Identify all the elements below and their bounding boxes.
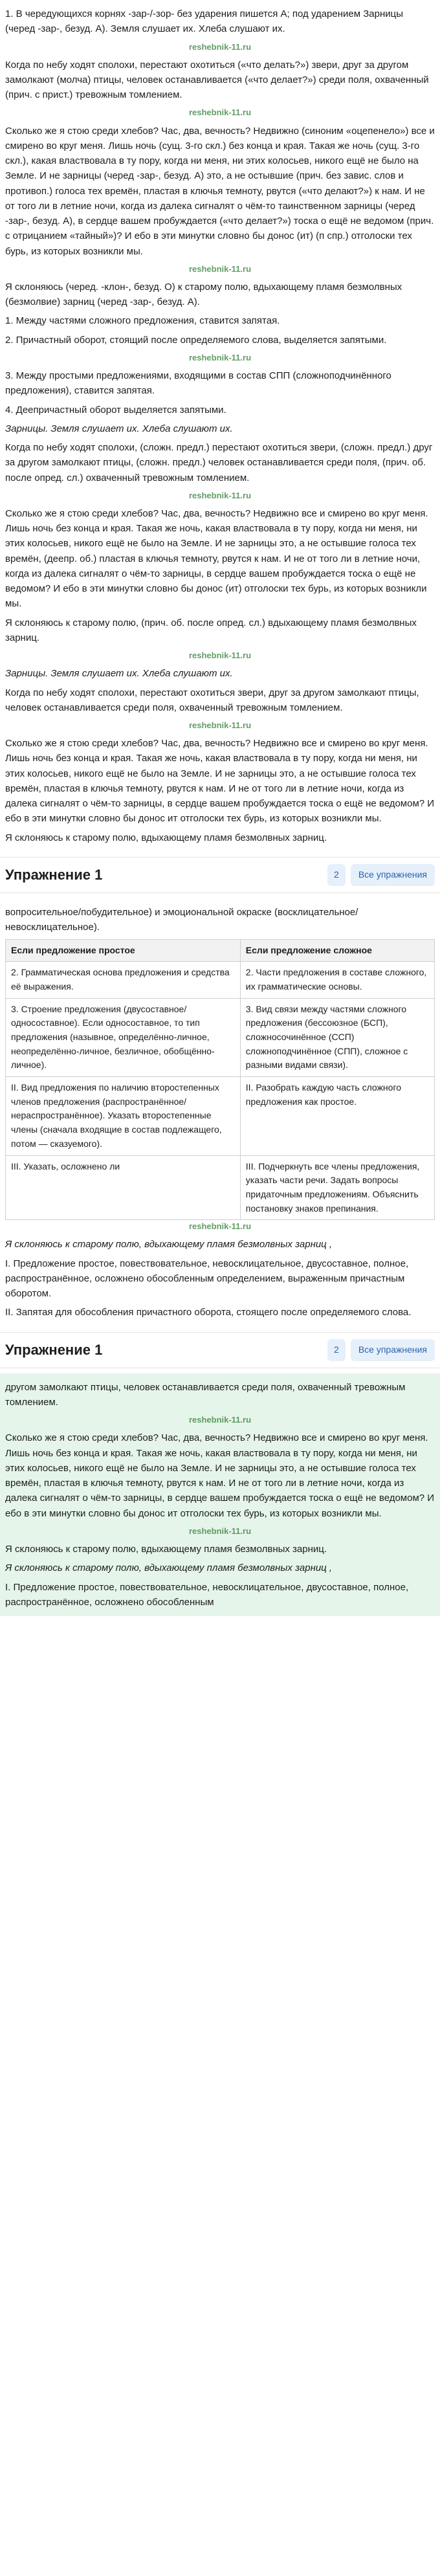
watermark: reshebnik-11.ru <box>188 352 252 362</box>
analysis-section-2 <box>0 898 440 1327</box>
exercise-header <box>0 1332 440 1368</box>
table-header-right: Если предложение сложное <box>240 939 434 962</box>
table-cell: 3. Вид связи между частями сложного предложения (бессоюзное (БСП), сложносочинённое (ССП) сложноподчинённое (СПП), сложное с разными видами связи). <box>240 998 434 1076</box>
exercise-title: Упражнение 1 <box>5 1341 103 1358</box>
paragraph: Я склоняюсь к старому полю, вдыхающему пламя безмолвных зарниц. <box>5 1544 327 1555</box>
example-sentence: Я склоняюсь к старому полю, вдыхающему пламя безмолвных зарниц , <box>5 1239 333 1250</box>
answer-text: I. Предложение простое, повествовательное, невосклицательное, двусоставное, полное, распространённое, осложнено обособленным определением, выраженным причастным оборотом. <box>5 1258 409 1300</box>
rule-item: 4. Деепричастный оборот выделяется запятыми. <box>5 404 226 416</box>
paragraph: Я склоняюсь к старому полю, вдыхающему пламя безмолвных зарниц. <box>5 832 327 843</box>
page-button[interactable]: 2 <box>327 1339 346 1361</box>
all-exercises-button[interactable]: Все упражнения <box>351 864 435 886</box>
paragraph: 1. В чередующихся корнях -зар-/-зор- без ударения пишется А; под ударением Зарницы (черед -зар-, безуд. А). Земля слушает их. Хлеба слушают их. <box>5 8 403 35</box>
analysis-section-3 <box>0 1373 440 1616</box>
rule-item: 3. Между простыми предложениями, входящими в состав СПП (сложноподчинённого предложения), ставится запятая. <box>5 370 391 397</box>
paragraph: Когда по небу ходят сполохи, перестают охотиться («что делать?») звери, друг за другом замолкают (молча) птицы, человек останавливается («что делает?») среди поля, охваченный (прич. с прист.) тревожным томлением. <box>5 59 429 101</box>
exercise-title: Упражнение 1 <box>5 866 103 883</box>
table-cell: 2. Грамматическая основа предложения и средства её выражения. <box>6 962 241 998</box>
paragraph: Когда по небу ходят сполохи, перестают охотиться звери, друг за другом замолкают птицы, человек останавливается среди поля, охваченный тревожным томлением. <box>5 687 419 713</box>
answer-text: II. Запятая для обособления причастного оборота, стоящего после определяемого слова. <box>5 1307 412 1318</box>
rule-item: 1. Между частями сложного предложения, ставится запятая. <box>5 315 280 327</box>
paragraph: Я склоняюсь (черед. -клон-, безуд. О) к старому полю, вдыхающему пламя безмолвных (безмолвие) зарниц (черед -зар-, безуд. А). <box>5 281 402 308</box>
watermark: reshebnik-11.ru <box>188 263 252 274</box>
paragraph: Сколько же я стою среди хлебов? Час, два, вечность? Недвижно все и смирено во круг меня. Лишь ночь без конца и края. Такая же ночь, какая властвовала в ту пору, когда ни меня, ни этих колосьев, никого ещё не было на Земле. И не зарницы это, а не остывшие голоса тех времён, пластая в ключья темноту, рвутся к нам. И не от того ли в летние ночи, когда из далека сигналят о чём-то зарницы, в сердце вашем пробуждается тоска о ещё не ведомом? И ебо в эти минутки словно бы донос ит отголоски тех бурь, из которых возникли мы. <box>5 738 435 825</box>
paragraph: Зарницы. Земля слушает их. Хлеба слушают их. <box>5 668 233 680</box>
paragraph: Когда по небу ходят сполохи, (сложн. предл.) перестают охотиться звери, (сложн. предл.) друг за другом замолкают птицы, (сложн. предл.) человек останавливается среди поля, (прич. об. после опред. сл.) охваченный тревожным томлением. <box>5 442 433 483</box>
paragraph: Зарницы. Земля слушает их. Хлеба слушают их. <box>5 423 233 434</box>
page-button[interactable]: 2 <box>327 864 346 886</box>
table-header-left: Если предложение простое <box>6 939 241 962</box>
table-cell: 3. Строение предложения (двусоставное/односоставное). Если односоставное, то тип предложения (назывное, определённо-личное, неопределённо-личное, безличное, обобщённо-личное). <box>6 998 241 1076</box>
paragraph: Сколько же я стою среди хлебов? Час, два, вечность? Недвижно все и смирено во круг меня. Лишь ночь без конца и края. Такая же ночь, какая властвовала в ту пору, когда ни меня, ни этих колосьев, никого ещё не было на Земле. И не зарницы это, а не остывшие голоса тех времён, (деепр. об.) пластая в ключья темноту, рвутся к нам. И не от того ли в летние ночи, когда из далека сигналят о чём-то зарницы, в сердце вашем пробуждается тоска о ещё не ведомом? И ебо в эти минутки словно бы донос (ит) отголоски тех бурь, из которых возникли мы. <box>5 507 428 610</box>
watermark: reshebnik-11.ru <box>188 107 252 118</box>
paragraph: Сколько же я стою среди хлебов? Час, два, вечность? Недвижно все и смирено во круг меня. Лишь ночь без конца и края. Такая же ночь, какая властвовала в ту пору, когда ни меня, ни этих колосьев, никого ещё не было на Земле. И не зарницы это, а не остывшие голоса тех времён, пластая в ключья темноту, рвутся к нам. И не от того ли в летние ночи, когда из далека сигналят о чём-то зарницы, в сердце вашем пробуждается тоска о ещё не ведомом? И ебо в эти минутки словно бы донос ит отголоски тех бурь, из которых возникли мы. <box>5 1432 435 1519</box>
rule-item: 2. Причастный оборот, стоящий после определяемого слова, выделяется запятыми. <box>5 334 387 346</box>
watermark: reshebnik-11.ru <box>188 1415 252 1425</box>
table-cell: II. Вид предложения по наличию второстепенных членов предложения (распространённое/нераспространённое). Указать второстепенные члены (сначала входящие в состав подлежащего, потом — сказуемого). <box>6 1077 241 1155</box>
comparison-table <box>5 939 435 1221</box>
table-cell: 2. Части предложения в составе сложного, их грамматические основы. <box>240 962 434 998</box>
table-cell: III. Подчеркнуть все члены предложения, указать части речи. Задать вопросы придаточным предложениям. Объяснить постановку знаков препинания. <box>240 1155 434 1220</box>
paragraph: Сколько же я стою среди хлебов? Час, два, вечность? Недвижно (синоним «оцепенело») все и смирено во круг меня. Лишь ночь (сущ. 3-го скл.) без конца и края. Такая же ночь (сущ. 3-го скл.), какая властвовала в ту пору, когда ни меня, ни этих колосьев, никого ещё не было на Земле. И не зарницы (черед -зар-, безуд. А) это, а не остывшие (прич. без завис. слов и противоп.) голоса тех времён, пластая в ключья темноту, рвутся («что делают?») к нам. И не от того ли в летние ночи, когда из далека сигналят о чём-то таинственном зарницы (черед -зар-, безуд. А), в сердце вашем пробуждается («что делает?») тоска о ещё не ведомом (прич. с отрицанием «тайный»)? И ебо в эти минутки словно бы донос (ит) (п спр.) отголоски тех бурь, из которых возникли мы. <box>5 125 435 257</box>
exercise-nav <box>327 864 435 886</box>
paragraph: Я склоняюсь к старому полю, (прич. об. после опред. сл.) вдыхающему пламя безмолвных зарниц. <box>5 617 417 643</box>
watermark: reshebnik-11.ru <box>188 720 252 731</box>
table-cell: II. Разобрать каждую часть сложного предложения как простое. <box>240 1077 434 1155</box>
example-sentence: Я склоняюсь к старому полю, вдыхающему пламя безмолвных зарниц , <box>5 1562 333 1574</box>
watermark: reshebnik-11.ru <box>188 41 252 52</box>
answer-text: I. Предложение простое, повествовательное, невосклицательное, двусоставное, полное, распространённое, осложнено обособленным <box>5 1581 409 1608</box>
table-cell: III. Указать, осложнено ли <box>6 1155 241 1220</box>
watermark: reshebnik-11.ru <box>188 650 252 661</box>
analysis-section-1 <box>0 0 440 852</box>
all-exercises-button[interactable]: Все упражнения <box>351 1339 435 1361</box>
watermark: reshebnik-11.ru <box>188 1526 252 1536</box>
watermark: reshebnik-11.ru <box>188 490 252 500</box>
exercise-nav <box>327 1339 435 1361</box>
intro-text: вопросительное/побудительное) и эмоциональной окраске (восклицательное/невосклицательное). <box>5 907 358 933</box>
watermark: reshebnik-11.ru <box>188 1221 252 1232</box>
exercise-header <box>0 857 440 893</box>
paragraph: другом замолкают птицы, человек останавливается среди поля, охваченный тревожным томлением. <box>5 1381 406 1408</box>
